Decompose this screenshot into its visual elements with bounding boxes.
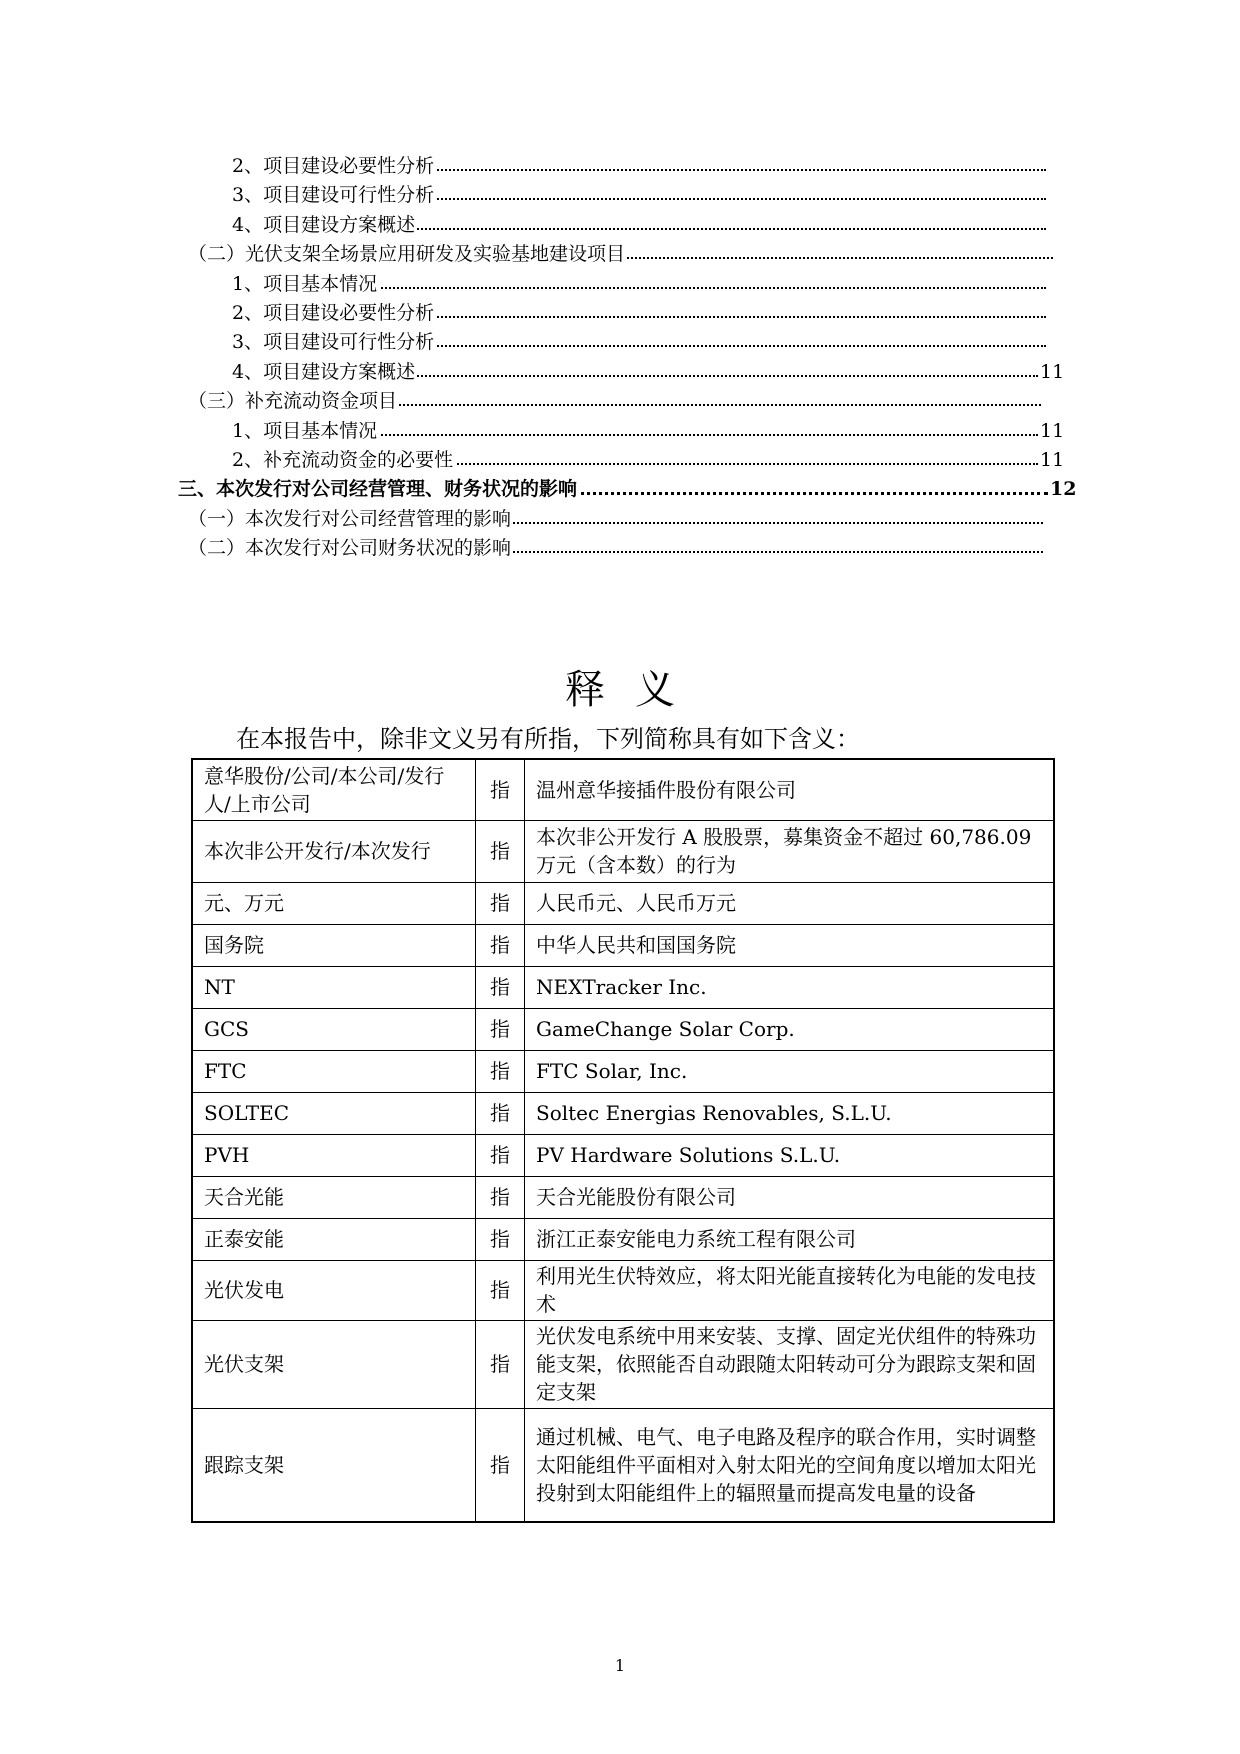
table-row: [192, 1176, 1054, 1218]
definition-term: 本次非公开发行/本次发行: [192, 820, 476, 882]
toc-entry[interactable]: [188, 152, 1088, 181]
definition-meaning: 温州意华接插件股份有限公司: [525, 759, 1055, 820]
table-row: [192, 882, 1054, 924]
toc-entry-text: （三）补充流动资金项目: [188, 387, 399, 416]
toc-entry-text: 3、项目建设可行性分析: [232, 328, 436, 357]
definition-meaning: 通过机械、电气、电子电路及程序的联合作用，实时调整太阳能组件平面相对入射太阳光的空间角度以增加太阳光投射到太阳能组件上的辐照量而提高发电量的设备: [525, 1408, 1055, 1522]
toc-page-number: 11: [1040, 448, 1065, 471]
table-of-contents: [178, 152, 1088, 563]
definition-meaning: 中华人民共和国国务院: [525, 924, 1055, 966]
definition-ref: 指: [476, 1218, 525, 1260]
toc-entry-text: （一）本次发行对公司经营管理的影响: [188, 505, 513, 534]
toc-entry[interactable]: [188, 240, 1088, 269]
toc-entry-text: （二）本次发行对公司财务状况的影响: [188, 534, 513, 563]
table-row: [192, 1050, 1054, 1092]
definition-ref: 指: [476, 1260, 525, 1320]
definition-term: 正泰安能: [192, 1218, 476, 1260]
toc-entry[interactable]: [178, 475, 1088, 504]
definition-ref: 指: [476, 759, 525, 820]
toc-entry-text: 2、项目建设必要性分析: [232, 152, 436, 181]
definition-ref: 指: [476, 1008, 525, 1050]
definition-meaning: 天合光能股份有限公司: [525, 1176, 1055, 1218]
definition-ref: 指: [476, 924, 525, 966]
definition-term: 光伏支架: [192, 1320, 476, 1408]
definition-term: 元、万元: [192, 882, 476, 924]
definition-meaning: GameChange Solar Corp.: [525, 1008, 1055, 1050]
toc-page-number: 11: [1040, 419, 1065, 442]
toc-entry[interactable]: [188, 387, 1088, 416]
table-row: [192, 966, 1054, 1008]
toc-entry-text: 3、项目建设可行性分析: [232, 181, 436, 210]
section-heading: 释义: [565, 667, 705, 713]
toc-entry[interactable]: [188, 534, 1088, 563]
definition-meaning: 利用光生伏特效应，将太阳光能直接转化为电能的发电技术: [525, 1260, 1055, 1320]
table-row: [192, 1218, 1054, 1260]
definition-ref: 指: [476, 1134, 525, 1176]
toc-page-number: 12: [1050, 478, 1077, 501]
table-row: [192, 759, 1054, 820]
page-number: 1: [614, 1656, 626, 1675]
toc-entry[interactable]: [188, 211, 1088, 240]
table-row: [192, 1408, 1054, 1522]
definition-meaning: NEXTracker Inc.: [525, 966, 1055, 1008]
toc-entry[interactable]: [188, 505, 1088, 534]
toc-entry-text: 三、本次发行对公司经营管理、财务状况的影响: [178, 475, 579, 504]
toc-entry[interactable]: [188, 181, 1088, 210]
toc-entry[interactable]: [188, 270, 1088, 299]
definition-ref: 指: [476, 1320, 525, 1408]
definition-meaning: Soltec Energias Renovables, S.L.U.: [525, 1092, 1055, 1134]
definition-ref: 指: [476, 1408, 525, 1522]
definition-ref: 指: [476, 1092, 525, 1134]
definition-meaning: PV Hardware Solutions S.L.U.: [525, 1134, 1055, 1176]
table-row: [192, 820, 1054, 882]
definition-meaning: 人民币元、人民币万元: [525, 882, 1055, 924]
toc-entry[interactable]: [188, 328, 1088, 357]
toc-entry[interactable]: [188, 417, 1088, 446]
toc-entry[interactable]: [188, 299, 1088, 328]
toc-entry-text: 4、项目建设方案概述: [232, 358, 417, 387]
definition-term: FTC: [192, 1050, 476, 1092]
toc-entry-text: （二）光伏支架全场景应用研发及实验基地建设项目: [188, 240, 627, 269]
definition-term: 国务院: [192, 924, 476, 966]
definition-meaning: FTC Solar, Inc.: [525, 1050, 1055, 1092]
definition-ref: 指: [476, 966, 525, 1008]
definition-term: SOLTEC: [192, 1092, 476, 1134]
toc-entry[interactable]: [188, 446, 1088, 475]
table-row: [192, 1134, 1054, 1176]
table-row: [192, 1008, 1054, 1050]
definitions-table: [191, 758, 1055, 1523]
toc-entry[interactable]: [188, 358, 1088, 387]
definition-term: NT: [192, 966, 476, 1008]
table-row: [192, 1320, 1054, 1408]
definition-meaning: 光伏发电系统中用来安装、支撑、固定光伏组件的特殊功能支架，依照能否自动跟随太阳转动可分为跟踪支架和固定支架: [525, 1320, 1055, 1408]
definition-term: 天合光能: [192, 1176, 476, 1218]
definition-term: PVH: [192, 1134, 476, 1176]
table-row: [192, 1092, 1054, 1134]
definition-term: 光伏发电: [192, 1260, 476, 1320]
toc-entry-text: 2、项目建设必要性分析: [232, 299, 436, 328]
definition-meaning: 浙江正泰安能电力系统工程有限公司: [525, 1218, 1055, 1260]
definition-ref: 指: [476, 882, 525, 924]
definition-meaning: 本次非公开发行 A 股股票，募集资金不超过 60,786.09 万元（含本数）的行为: [525, 820, 1055, 882]
toc-entry-text: 1、项目基本情况: [232, 417, 379, 446]
toc-entry-text: 4、项目建设方案概述: [232, 211, 417, 240]
table-row: [192, 1260, 1054, 1320]
definition-term: 意华股份/公司/本公司/发行人/上市公司: [192, 759, 476, 820]
definition-ref: 指: [476, 1050, 525, 1092]
definition-ref: 指: [476, 1176, 525, 1218]
toc-entry-text: 1、项目基本情况: [232, 270, 379, 299]
intro-paragraph: 在本报告中，除非文义另有所指，下列简称具有如下含义：: [236, 725, 860, 753]
definition-ref: 指: [476, 820, 525, 882]
toc-entry-text: 2、补充流动资金的必要性: [232, 446, 455, 475]
table-row: [192, 924, 1054, 966]
definition-term: GCS: [192, 1008, 476, 1050]
toc-page-number: 11: [1040, 360, 1065, 383]
definition-term: 跟踪支架: [192, 1408, 476, 1522]
